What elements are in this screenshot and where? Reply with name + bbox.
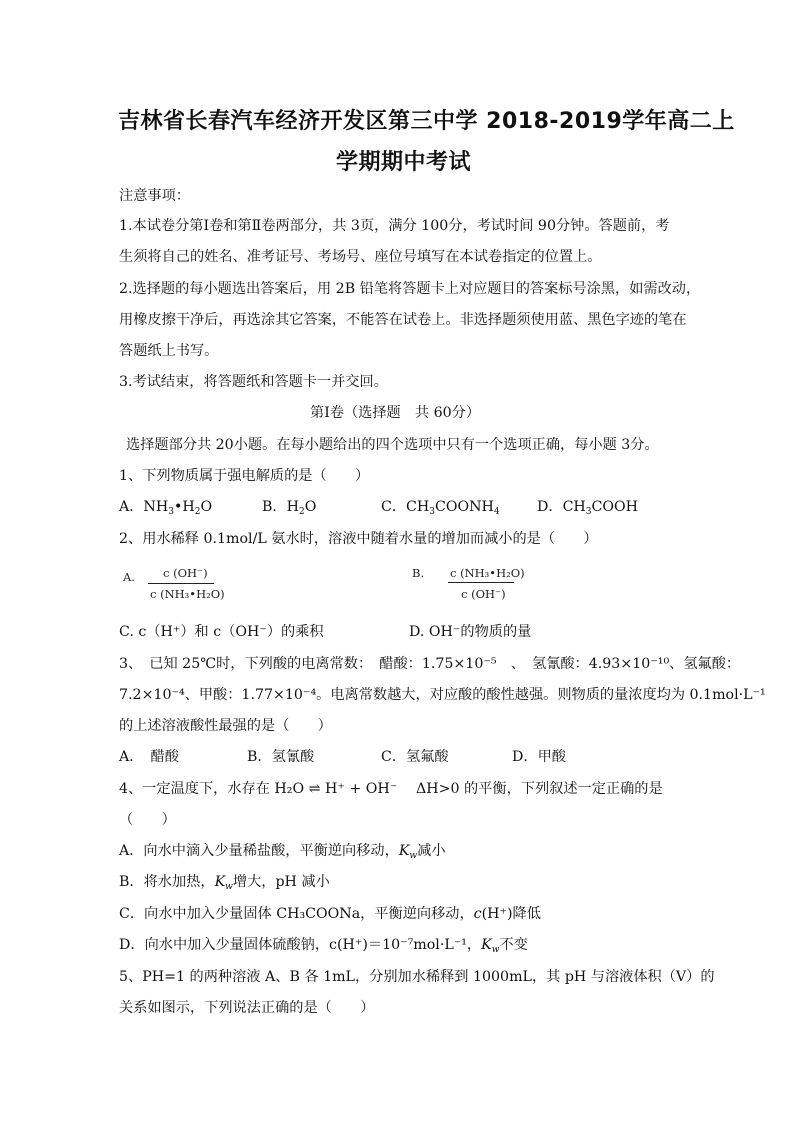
question-1-option-b: B．$H_2O$ xyxy=(262,499,317,517)
notice-item3: 3.考试结束，将答题纸和答题卡一并交回。 xyxy=(119,374,388,390)
question-4-answer-paren: （ ） xyxy=(119,812,176,828)
question-4-option-a: A．向水中滴入少量稀盐酸，平衡逆向移动，$K_w$减小 xyxy=(119,843,446,861)
question-3-line3: 的上述溶液酸性最强的是（ ） xyxy=(119,718,332,734)
notice-item2-line3: 答题纸上书写。 xyxy=(119,343,219,359)
notice-item2-line1: 2.选择题的每小题选出答案后，用 2B 铅笔将答题卡上对应题目的答案标号涂黑，如需改动， xyxy=(119,281,701,297)
notice-item1-line2: 生须将自己的姓名、准考证号、考场号、座位号填写在本试卷指定的位置上。 xyxy=(119,249,602,265)
question-3-option-a: A． 醋酸 xyxy=(119,749,179,765)
section-heading: 第Ⅰ卷（选择题 共 60分） xyxy=(310,405,481,421)
question-1-stem: 1、下列物质属于强电解质的是（ ） xyxy=(119,468,370,484)
question-4-option-d: D．向水中加入少量固体硫酸钠，c(H⁺)＝10⁻⁷mol·L⁻¹，$K_w$不变 xyxy=(119,937,528,955)
question-2-option-a-letter: A. xyxy=(123,570,135,584)
question-3-line2: 7.2×10⁻⁴、甲酸：1.77×10⁻⁴。电离常数越大，对应酸的酸性越强。则物质的量浓度均为 0.1mol·L⁻¹ xyxy=(119,687,766,703)
question-2-option-a-fraction-bar xyxy=(148,583,214,584)
question-5-line2: 关系如图示，下列说法正确的是（ ） xyxy=(119,1000,375,1016)
question-3-line1: 3、 已知 25℃时，下列酸的电离常数： 醋酸：1.75×10⁻⁵ 、 氢氰酸：4.93×10⁻¹⁰、氢氟酸： xyxy=(119,656,741,672)
question-3-option-c: C．氢氟酸 xyxy=(381,749,449,765)
question-2-option-b-numerator: c (NH₃•H₂O) xyxy=(450,566,525,580)
question-4-option-b: B．将水加热，$K_w$增大，pH 减小 xyxy=(119,874,330,892)
question-3-option-b: B．氢氰酸 xyxy=(247,749,315,765)
question-5-line1: 5、PH=1 的两种溶液 A、B 各 1mL，分别加水稀释到 1000mL，其 pH 与溶液体积（V）的 xyxy=(119,969,715,985)
question-2-option-d: D. OH⁻的物质的量 xyxy=(409,624,532,640)
question-4-stem: 4、一定温度下，水存在 H₂O ⇌ H⁺ + OH⁻ ΔH>0 的平衡，下列叙述一定正确的是 xyxy=(119,781,663,797)
question-4-option-c: C．向水中加入少量固体 CH₃COONa，平衡逆向移动，c(H⁺)降低 xyxy=(119,906,541,922)
question-2-option-a-numerator: c (OH⁻) xyxy=(163,566,208,580)
document-title-line2: 学期期中考试 xyxy=(336,150,472,175)
question-2-option-c: C. c（H⁺）和 c（OH⁻）的乘积 xyxy=(119,624,324,640)
question-2-option-b-fraction-bar xyxy=(448,582,514,583)
question-2-option-b-denominator: c (OH⁻) xyxy=(461,587,506,601)
document-title-line1: 吉林省长春汽车经济开发区第三中学 2018-2019学年高二上 xyxy=(118,109,735,134)
notice-item1-line1: 1.本试卷分第Ⅰ卷和第Ⅱ卷两部分，共 3页，满分 100分，考试时间 90分钟。答题前，考 xyxy=(119,218,670,234)
question-1-option-a: A．$NH_3•H_2O$ xyxy=(119,499,213,517)
question-2-option-a-denominator: c (NH₃•H₂O) xyxy=(150,587,225,601)
notice-heading: 注意事项： xyxy=(119,188,190,204)
question-1-option-c: C．$CH_3COONH_4$ xyxy=(381,499,500,517)
question-2-stem: 2、用水稀释 0.1mol/L 氨水时，溶液中随着水量的增加而减小的是（ ） xyxy=(119,531,598,547)
section-intro: 选择题部分共 20小题。在每小题给出的四个选项中只有一个选项正确，每小题 3分。 xyxy=(126,437,659,453)
question-2-option-b-letter: B. xyxy=(412,566,425,580)
question-1-option-d: D．$CH_3COOH$ xyxy=(537,499,639,517)
notice-item2-line2: 用橡皮擦干净后，再选涂其它答案，不能答在试卷上。非选择题须使用蓝、黑色字迹的笔在 xyxy=(119,312,687,328)
question-3-option-d: D．甲酸 xyxy=(512,749,566,765)
